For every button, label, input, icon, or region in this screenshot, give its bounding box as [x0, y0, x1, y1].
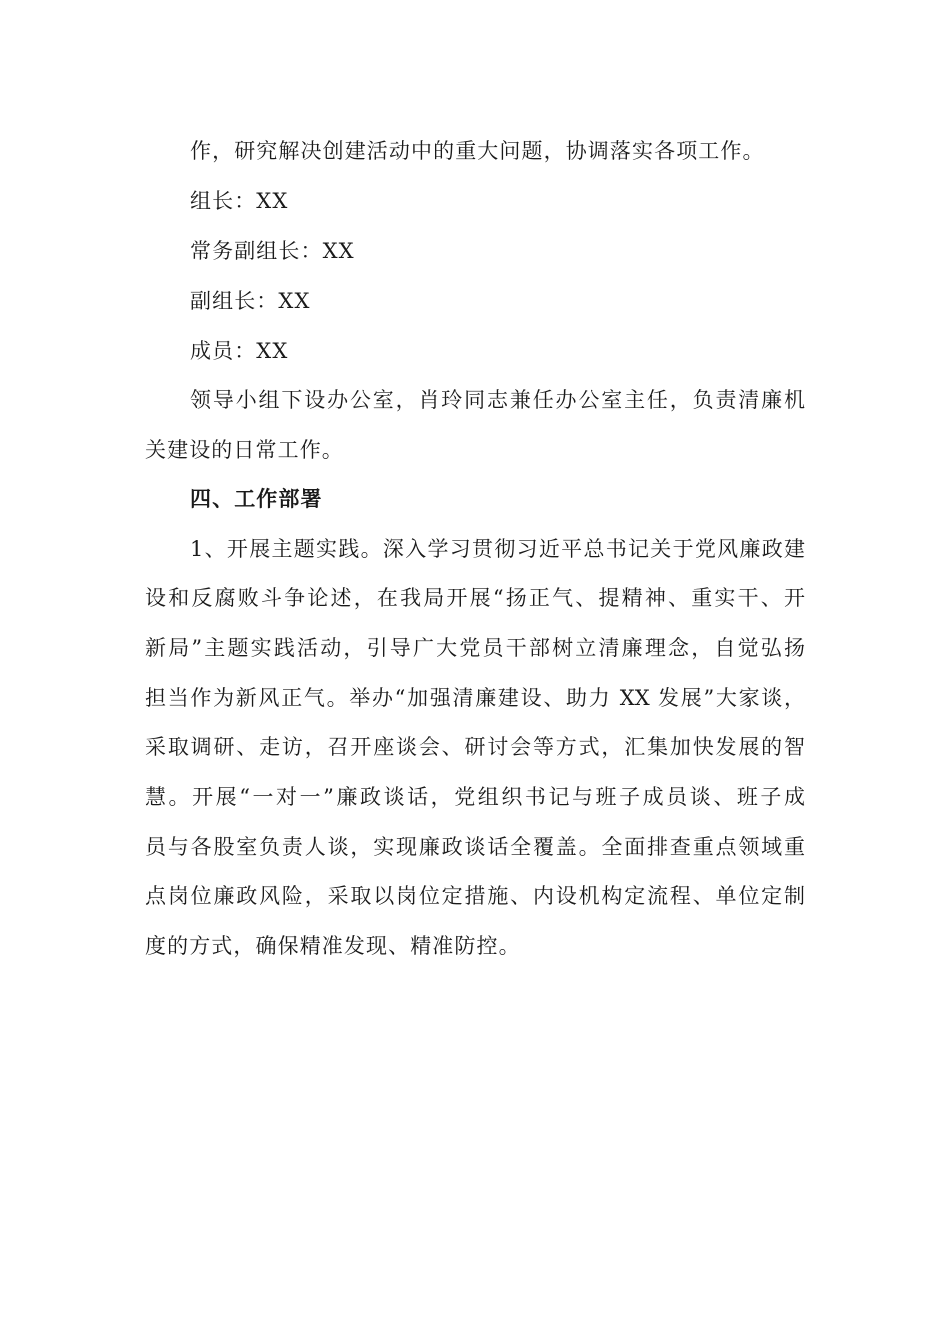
executive-deputy-leader-line: 常务副组长：XX [190, 239, 355, 263]
paragraph-line: 担当作为新风正气。举办“加强清廉建设、助力 XX 发展”大家谈， [145, 686, 805, 710]
paragraph-line: 1、开展主题实践。深入学习贯彻习近平总书记关于党风廉政建 [190, 537, 805, 561]
paragraph-line: 点岗位廉政风险，采取以岗位定措施、内设机构定流程、单位定制 [145, 884, 805, 908]
members-line: 成员：XX [190, 339, 289, 363]
paragraph-line: 领导小组下设办公室，肖玲同志兼任办公室主任，负责清廉机 [190, 388, 805, 412]
paragraph-line: 慧。开展“一对一”廉政谈话，党组织书记与班子成员谈、班子成 [145, 785, 805, 809]
paragraph-line: 采取调研、走访，召开座谈会、研讨会等方式，汇集加快发展的智 [145, 735, 805, 759]
paragraph-line: 关建设的日常工作。 [145, 438, 344, 462]
paragraph-line: 新局”主题实践活动，引导广大党员干部树立清廉理念，自觉弘扬 [145, 636, 805, 660]
leader-line: 组长：XX [190, 189, 289, 213]
section-heading: 四、工作部署 [190, 487, 323, 511]
paragraph-line: 设和反腐败斗争论述，在我局开展“扬正气、提精神、重实干、开 [145, 586, 805, 610]
paragraph-line: 员与各股室负责人谈，实现廉政谈话全覆盖。全面排查重点领域重 [145, 835, 805, 859]
paragraph-line: 度的方式，确保精准发现、精准防控。 [145, 934, 521, 958]
deputy-leader-line: 副组长：XX [190, 289, 311, 313]
paragraph-line: 作，研究解决创建活动中的重大问题，协调落实各项工作。 [190, 139, 765, 163]
